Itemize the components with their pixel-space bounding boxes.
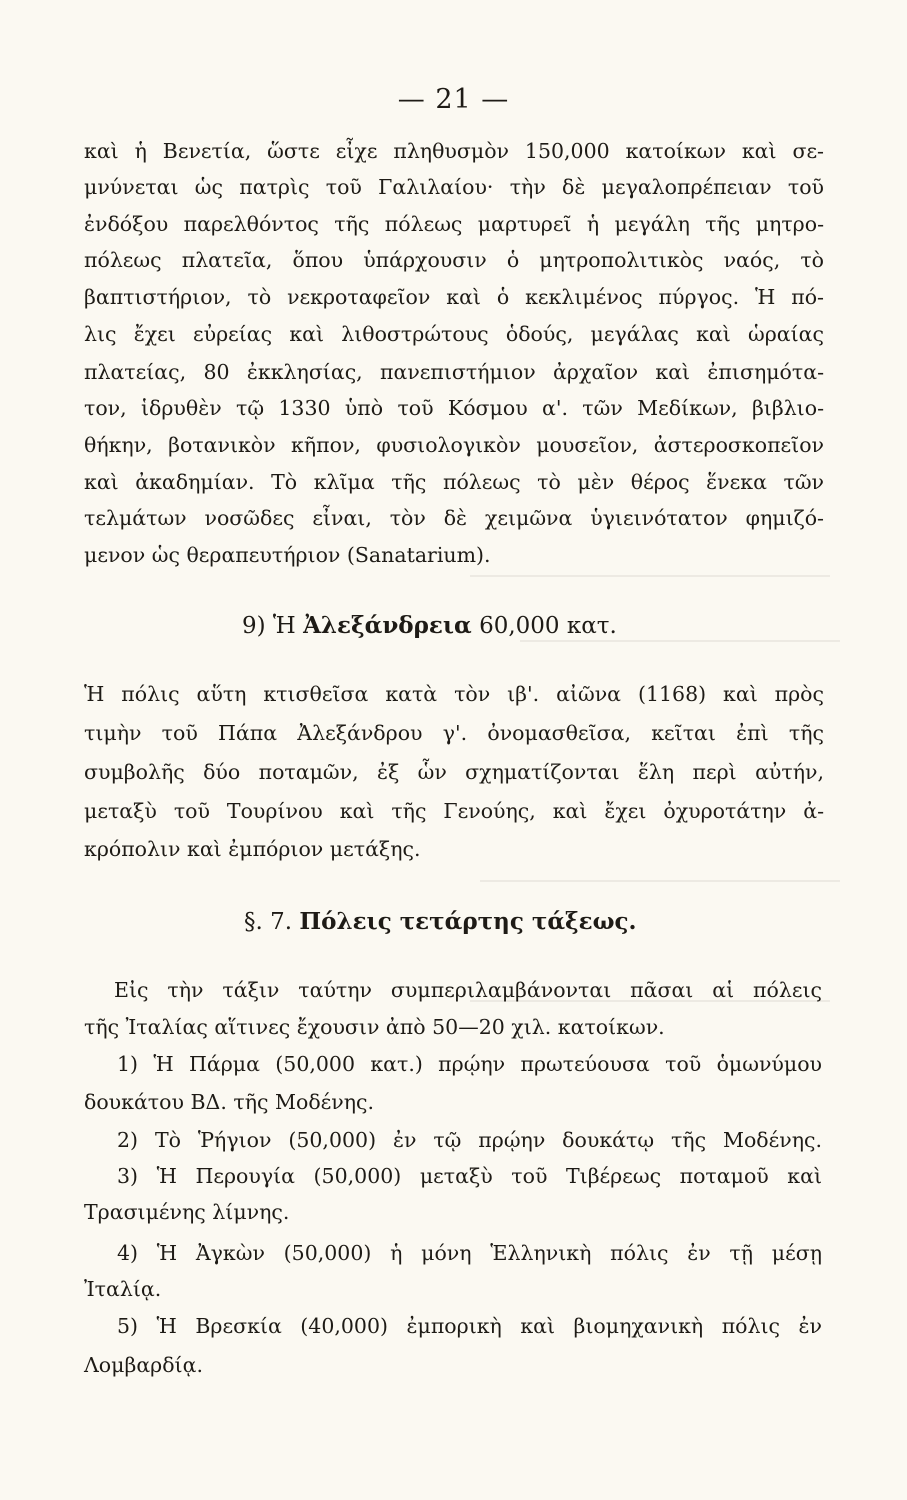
paragraph-2-line: Ἡ πόλις αὕτη κτισθεῖσα κατὰ τὸν ιβ'. αἰῶνα (1168) καὶ πρὸς <box>84 682 824 706</box>
list-item-line: 2) Τὸ Ῥήγιον (50,000) ἐν τῷ πρῴην δουκάτῳ τῆς Μοδένης. <box>117 1128 822 1152</box>
paragraph-2-line: συμβολῆς δύο ποταμῶν, ἐξ ὧν σχηματίζονται ἕλη περὶ αὐτήν, <box>84 760 824 784</box>
paragraph-3-line: τῆς Ἰταλίας αἵτινες ἔχουσιν ἀπὸ 50—20 χιλ. κατοίκων. <box>84 1015 665 1039</box>
heading-article: Ἡ <box>272 613 296 639</box>
paragraph-1-line: καὶ ἡ Βενετία, ὥστε εἶχε πληθυσμὸν 150,000 κατοίκων καὶ σε- <box>84 139 824 163</box>
heading-population: 60,000 κατ. <box>479 613 617 639</box>
paragraph-1-line: πλατείας, 80 ἐκκλησίας, πανεπιστήμιον ἀρχαῖον καὶ ἐπισημότα- <box>84 360 824 384</box>
paragraph-1-line: ἐνδόξου παρελθόντος τῆς πόλεως μαρτυρεῖ ἡ μεγάλη τῆς μητρο- <box>84 212 824 236</box>
paragraph-1-line: λις ἔχει εὐρείας καὶ λιθοστρώτους ὁδούς, μεγάλας καὶ ὡραίας <box>84 322 824 346</box>
list-item-line: 1) Ἡ Πάρμα (50,000 κατ.) πρῴην πρωτεύουσα τοῦ ὁμωνύμου <box>117 1052 822 1076</box>
paragraph-1-line: βαπτιστήριον, τὸ νεκροταφεῖον καὶ ὁ κεκλιμένος πύργος. Ἡ πό- <box>84 285 824 309</box>
city-heading-alexandria <box>242 612 617 639</box>
paragraph-2-line: κρόπολιν καὶ ἐμπόριον μετάξης. <box>84 837 421 861</box>
show-through-bleed <box>470 575 830 589</box>
paragraph-1-line: μενον ὡς θεραπευτήριον (Sanatarium). <box>84 543 491 567</box>
show-through-bleed <box>470 1000 830 1014</box>
section-heading <box>244 908 637 935</box>
paragraph-2-line: μεταξὺ τοῦ Τουρίνου καὶ τῆς Γενούης, καὶ ἔχει ὀχυροτάτην ἀ- <box>84 799 824 823</box>
list-item-line: 4) Ἡ Ἀγκὼν (50,000) ἡ μόνη Ἑλληνικὴ πόλις ἐν τῇ μέσῃ <box>117 1241 822 1265</box>
heading-number: 9) <box>242 613 266 639</box>
paragraph-1-line: θήκην, βοτανικὸν κῆπον, φυσιολογικὸν μουσεῖον, ἀστεροσκοπεῖον <box>84 433 824 457</box>
paragraph-2-line: τιμὴν τοῦ Πάπα Ἀλεξάνδρου γ'. ὀνομασθεῖσα, κεῖται ἐπὶ τῆς <box>84 721 824 745</box>
section-title: Πόλεις τετάρτης τάξεως. <box>299 908 637 935</box>
list-item-line: Τρασιμένης λίμνης. <box>84 1200 290 1224</box>
show-through-bleed <box>480 880 840 894</box>
list-item-line: 3) Ἡ Περουγία (50,000) μεταξὺ τοῦ Τιβέρεως ποταμοῦ καὶ <box>117 1164 822 1188</box>
paragraph-1-line: πόλεως πλατεῖα, ὅπου ὑπάρχουσιν ὁ μητροπολιτικὸς ναός, τὸ <box>84 248 824 272</box>
paragraph-1-line: μνύνεται ὡς πατρὶς τοῦ Γαλιλαίου· τὴν δὲ μεγαλοπρέπειαν τοῦ <box>84 175 824 199</box>
paragraph-3-line: Εἰς τὴν τάξιν ταύτην συμπεριλαμβάνονται πᾶσαι αἱ πόλεις <box>114 978 822 1002</box>
paragraph-1-line: τελμάτων νοσῶδες εἶναι, τὸν δὲ χειμῶνα ὑγιεινότατον φημιζό- <box>84 506 824 530</box>
paragraph-1-line: καὶ ἀκαδημίαν. Τὸ κλῖμα τῆς πόλεως τὸ μὲν θέρος ἕνεκα τῶν <box>84 470 824 494</box>
list-item-line: 5) Ἡ Βρεσκία (40,000) ἐμπορικὴ καὶ βιομηχανικὴ πόλις ἐν <box>117 1314 822 1338</box>
list-item-line: δουκάτου ΒΔ. τῆς Μοδένης. <box>84 1090 375 1114</box>
heading-city-name: Ἀλεξάνδρεια <box>303 612 472 639</box>
section-number: §. 7. <box>244 909 293 935</box>
list-item-line: Ἰταλίᾳ. <box>84 1277 162 1301</box>
show-through-bleed <box>520 640 840 654</box>
page-number: — 21 — <box>397 84 510 115</box>
list-item-line: Λομβαρδίᾳ. <box>84 1353 203 1377</box>
paragraph-1-line: τον, ἱδρυθὲν τῷ 1330 ὑπὸ τοῦ Κόσμου α'. τῶν Μεδίκων, βιβλιο- <box>84 396 824 420</box>
